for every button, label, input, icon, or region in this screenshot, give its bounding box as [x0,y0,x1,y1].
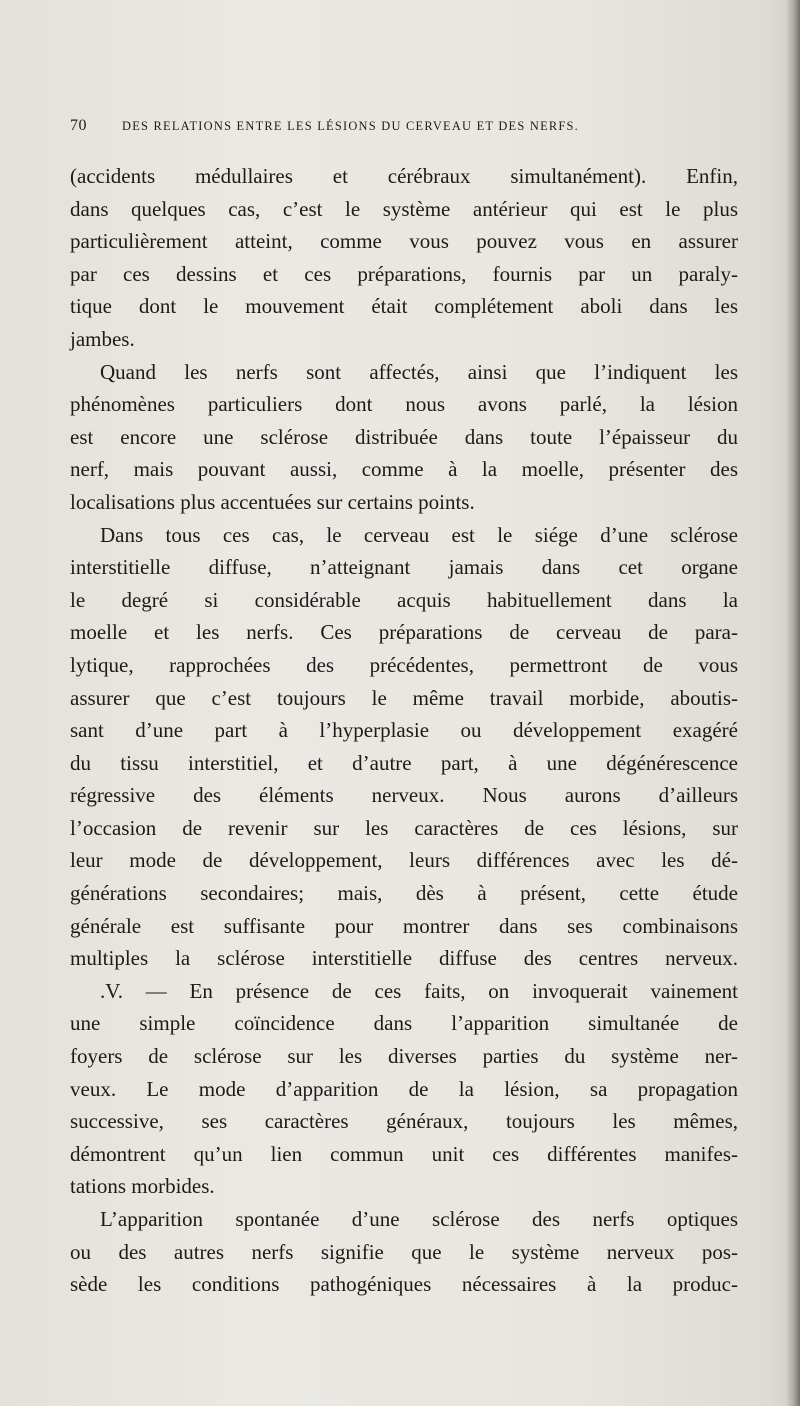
text-line: (accidents médullaires et cérébraux simultanément). Enfin, [70,164,738,188]
text-line: foyers de sclérose sur les diverses parties du système ner- [70,1044,738,1069]
text-line: tations morbides. [70,1174,215,1199]
text-line: localisations plus accentuées sur certains points. [70,489,475,514]
text-line: une simple coïncidence dans l’apparition simultanée de [70,1011,738,1036]
text-line: Quand les nerfs sont affectés, ainsi que l’indiquent les [100,359,738,384]
text-line: sède les conditions pathogéniques nécessaires à la produc- [70,1272,738,1297]
text-line: tique dont le mouvement était complétement aboli dans les [70,294,738,319]
text-line: L’apparition spontanée d’une sclérose des nerfs optiques [100,1207,738,1231]
page-number: 70 [70,117,87,134]
text-line: particulièrement atteint, comme vous pouvez vous en assurer [70,229,738,254]
text-line: est encore une sclérose distribuée dans toute l’épaisseur du [70,424,738,449]
text-line: jambes. [70,326,135,351]
running-title: DES RELATIONS ENTRE LES LÉSIONS DU CERVEAU ET DES NERFS. [122,119,580,133]
text-line: dans quelques cas, c’est le système antérieur qui est le plus [70,196,738,221]
text-line: Dans tous ces cas, le cerveau est le siége d’une sclérose [100,522,738,547]
text-line: du tissu interstitiel, et d’autre part, à une dégénérescence [70,750,738,775]
text-line: phénomènes particuliers dont nous avons parlé, la lésion [70,392,738,417]
text-line: nerf, mais pouvant aussi, comme à la moelle, présenter des [70,457,738,482]
text-line: interstitielle diffuse, n’atteignant jamais dans cet organe [70,555,738,580]
text-line: leur mode de développement, leurs différences avec les dé- [70,848,738,873]
text-line: successive, ses caractères généraux, toujours les mêmes, [70,1109,738,1134]
running-head [70,117,710,139]
text-line: ou des autres nerfs signifie que le système nerveux pos- [70,1239,738,1264]
text-line: générations secondaires; mais, dès à présent, cette étude [70,881,738,906]
text-line: générale est suffisante pour montrer dans ses combinaisons [70,913,738,938]
text-line: par ces dessins et ces préparations, fournis par un paraly- [70,261,738,286]
text-line: démontrent qu’un lien commun unit ces différentes manifes- [70,1141,738,1166]
text-line: le degré si considérable acquis habituellement dans la [70,587,738,612]
text-line: l’occasion de revenir sur les caractères de ces lésions, sur [70,815,738,840]
page-edge-shadow [786,0,800,1406]
text-line: lytique, rapprochées des précédentes, permettront de vous [70,652,738,677]
text-line: veux. Le mode d’apparition de la lésion, sa propagation [70,1076,738,1101]
text-line: .V. — En présence de ces faits, on invoquerait vainement [100,978,738,1003]
text-line: assurer que c’est toujours le même travail morbide, aboutis- [70,685,738,710]
text-line: régressive des éléments nerveux. Nous aurons d’ailleurs [70,783,738,808]
text-line: multiples la sclérose interstitielle diffuse des centres nerveux. [70,946,738,971]
text-line: sant d’une part à l’hyperplasie ou développement exagéré [70,718,738,743]
body-text [70,160,738,1301]
text-line: moelle et les nerfs. Ces préparations de cerveau de para- [70,620,738,645]
